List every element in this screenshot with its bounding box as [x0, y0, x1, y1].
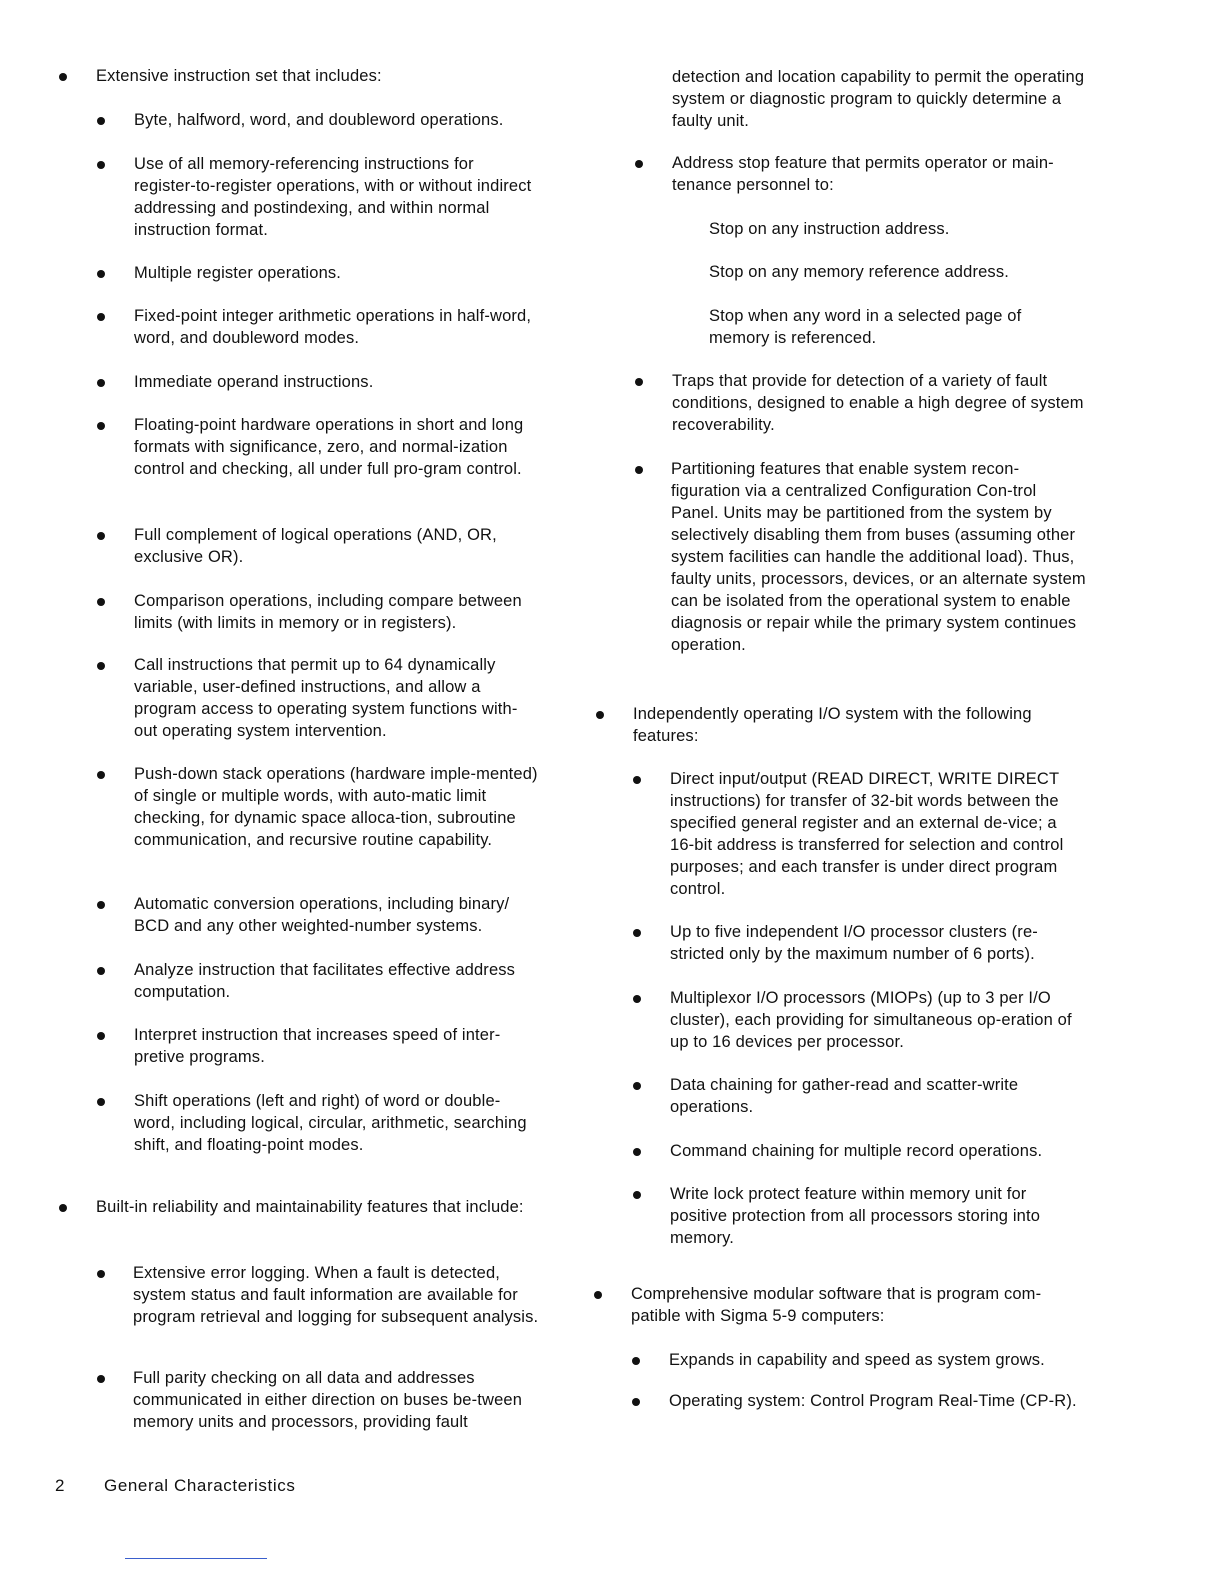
bullet-icon	[635, 378, 643, 386]
bullet-icon	[97, 532, 105, 540]
list-item: Multiple register operations.	[134, 264, 342, 282]
list-item: Interpret instruction that increases speed of inter-pretive programs.	[134, 1026, 501, 1066]
bullet-icon	[633, 776, 641, 784]
traps-text: Traps that provide for detection of a variety of fault conditions, designed to enable a high degree of system recoverability.	[672, 372, 1084, 434]
continuation-text: detection and location capability to permit the operating system or diagnostic program to quickly determine a faulty unit.	[672, 68, 1085, 130]
bullet-icon	[633, 1148, 641, 1156]
list-item: Immediate operand instructions.	[134, 373, 374, 391]
list-item: Extensive error logging. When a fault is detected, system status and fault information are available for program retrieval and logging for subsequent analysis.	[133, 1264, 539, 1326]
bullet-icon	[97, 1098, 105, 1106]
list-item: Call instructions that permit up to 64 dynamically variable, user-defined instructions, and allow a program access to operating system functions with-out operating system intervention.	[134, 656, 518, 740]
footer-rule	[125, 1558, 267, 1559]
list-item: Floating-point hardware operations in short and long formats with significance, zero, and normal-ization control and checking, all under full pro-gram control.	[134, 416, 524, 478]
list-item: Full complement of logical operations (AND, OR, exclusive OR).	[134, 526, 497, 566]
bullet-icon	[97, 270, 105, 278]
bullet-icon	[97, 662, 105, 670]
bullet-icon	[97, 422, 105, 430]
list-item: Use of all memory-referencing instructions for register-to-register operations, with or without indirect addressing and postindexing, and within normal instruction format.	[134, 155, 532, 239]
list-item: Shift operations (left and right) of word or double-word, including logical, circular, arithmetic, searching shift, and floating-point modes.	[134, 1092, 527, 1154]
bullet-icon	[97, 967, 105, 975]
bullet-icon	[97, 598, 105, 606]
bullet-icon	[97, 1032, 105, 1040]
bullet-icon	[594, 1291, 602, 1299]
bullet-icon	[97, 313, 105, 321]
list-item: Direct input/output (READ DIRECT, WRITE DIRECT instructions) for transfer of 32-bit words between the specified general register and an external de-vice; a 16-bit address is transferred for selection and control purposes; and each transfer is under direct program control.	[670, 770, 1064, 898]
list-item: Automatic conversion operations, including binary/ BCD and any other weighted-number systems.	[134, 895, 510, 935]
list-item: Operating system: Control Program Real-Time (CP-R).	[669, 1392, 1077, 1410]
list-item: Fixed-point integer arithmetic operations in half-word, word, and doubleword modes.	[134, 307, 532, 347]
bullet-icon	[97, 1375, 105, 1383]
io-system-heading: Independently operating I/O system with the following features:	[633, 705, 1032, 745]
list-item: Full parity checking on all data and addresses communicated in either direction on buses be-tween memory units and processors, providing fault	[133, 1369, 523, 1431]
bullet-icon	[97, 1270, 105, 1278]
list-item: Byte, halfword, word, and doubleword operations.	[134, 111, 504, 129]
bullet-icon	[97, 117, 105, 125]
bullet-icon	[59, 1204, 67, 1212]
bullet-icon	[633, 1191, 641, 1199]
bullet-icon	[632, 1357, 640, 1365]
list-item: Expands in capability and speed as system grows.	[669, 1351, 1045, 1369]
address-stop-option: Stop when any word in a selected page of memory is referenced.	[709, 307, 1022, 347]
reliability-heading: Built-in reliability and maintainability features that include:	[96, 1198, 524, 1216]
address-stop-option: Stop on any instruction address.	[709, 220, 950, 238]
list-item: Multiplexor I/O processors (MIOPs) (up to 3 per I/O cluster), each providing for simultaneous op-eration of up to 16 devices per processor.	[670, 989, 1072, 1051]
bullet-icon	[633, 929, 641, 937]
bullet-icon	[97, 379, 105, 387]
list-item: Write lock protect feature within memory unit for positive protection from all processors storing into memory.	[670, 1185, 1041, 1247]
bullet-icon	[59, 73, 67, 81]
address-stop-option: Stop on any memory reference address.	[709, 263, 1009, 281]
list-item: Comparison operations, including compare between limits (with limits in memory or in registers).	[134, 592, 522, 632]
bullet-icon	[635, 466, 643, 474]
list-item: Data chaining for gather-read and scatter-write operations.	[670, 1076, 1019, 1116]
bullet-icon	[97, 161, 105, 169]
list-item: Up to five independent I/O processor clusters (re-stricted only by the maximum number of 6 ports).	[670, 923, 1038, 963]
address-stop-text: Address stop feature that permits operator or main-tenance personnel to:	[672, 154, 1054, 194]
bullet-icon	[596, 711, 604, 719]
bullet-icon	[635, 160, 643, 168]
list-item: Push-down stack operations (hardware imple-mented) of single or multiple words, with auto-matic limit checking, for dynamic space alloca-tion, subroutine communication, and recursive routine capability.	[134, 765, 538, 849]
list-item: Command chaining for multiple record operations.	[670, 1142, 1043, 1160]
page-number: 2	[55, 1476, 65, 1495]
bullet-icon	[632, 1398, 640, 1406]
bullet-icon	[97, 901, 105, 909]
section-title: General Characteristics	[104, 1476, 296, 1495]
partitioning-text: Partitioning features that enable system recon-figuration via a centralized Configuration Con-trol Panel. Units may be partitioned from the system by selectively disabling them from buses (assuming other system facilities can handle the additional load). Thus, faulty units, processors, devices, or an alternate system can be isolated from the operational system to enable diagnosis or repair while the primary system continues operation.	[671, 460, 1086, 654]
software-heading: Comprehensive modular software that is program com-patible with Sigma 5-9 computers:	[631, 1285, 1042, 1325]
list-item: Analyze instruction that facilitates effective address computation.	[134, 961, 516, 1001]
bullet-icon	[633, 1082, 641, 1090]
instruction-set-heading: Extensive instruction set that includes:	[96, 67, 382, 85]
bullet-icon	[97, 771, 105, 779]
bullet-icon	[633, 995, 641, 1003]
